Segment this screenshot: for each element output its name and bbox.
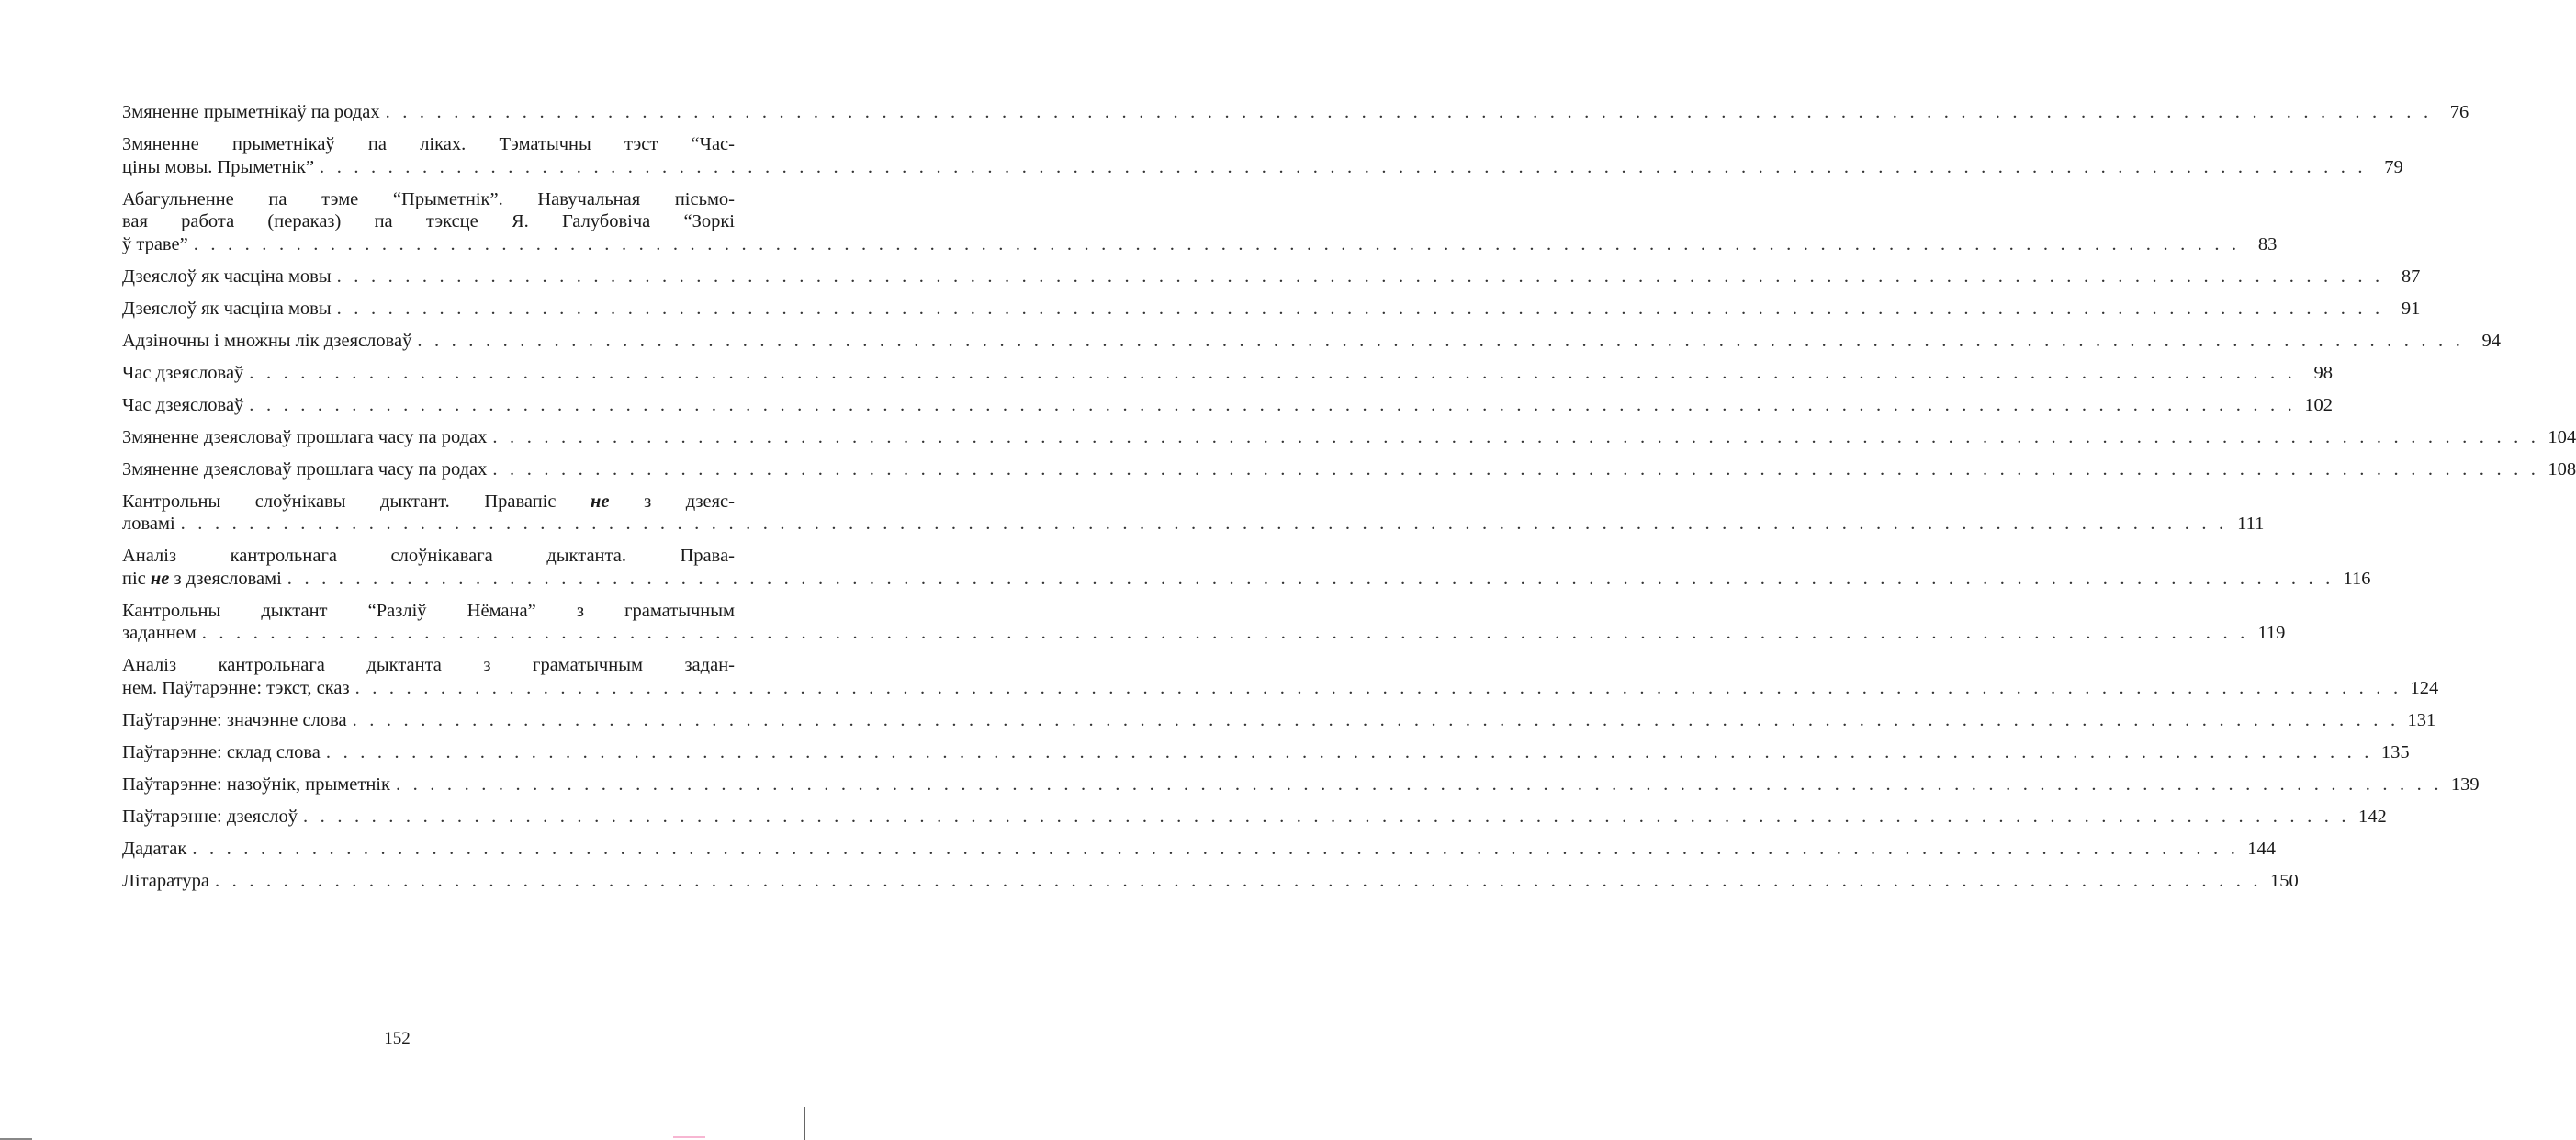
title-text: Час дзеясловаў (122, 362, 244, 383)
toc-entry-line (122, 741, 2410, 764)
toc-page-number: 108 (2548, 458, 2576, 480)
toc-page-number: 91 (2401, 298, 2421, 319)
toc-entry-title (122, 189, 735, 209)
title-text: вая работа (пераказ) па тэксце Я. Галубовіча “Зоркі (122, 211, 735, 231)
toc-entry-title (122, 156, 314, 179)
toc-entry-line (122, 362, 2333, 385)
toc-entry-line (122, 394, 2333, 417)
emphasized-word: не (591, 491, 610, 512)
toc-entry (122, 709, 2436, 732)
toc-entry-title (122, 741, 321, 764)
toc-entry-line (122, 513, 2265, 536)
toc-entry (122, 362, 2333, 385)
toc-entry-title (122, 838, 186, 861)
title-text: Час дзеясловаў (122, 394, 244, 415)
toc-entry-line (122, 870, 2299, 893)
toc-entry (122, 773, 2480, 796)
toc-entry (122, 870, 2299, 893)
toc-entry-line (122, 545, 735, 568)
toc-entry (122, 806, 2387, 829)
toc-entry-title (122, 568, 282, 591)
toc-page-number: 139 (2450, 773, 2480, 795)
toc-page-number: 119 (2257, 623, 2286, 643)
toc-entry-title (122, 233, 188, 256)
title-text: Кантрольны дыктант “Разліў Нёмана” з граматычным (122, 600, 735, 621)
toc-entry-title (122, 426, 487, 449)
toc-entry-title (122, 622, 197, 645)
dot-leader: . . . . . . . . . . . . . . . . . . . . . . . . . . . . . . . . . . . . . . . . . . . . . . . . . . . . . . . . . . . . . . . . . . . . . . . . . . . . . . . . . . . . . . . . . . . . . . . . . . . . . . . . . . . . . . . . . . . . . . . . (180, 514, 2228, 534)
toc-entry-line (122, 806, 2387, 829)
title-text: Змяненне прыметнікаў па ліках. Тэматычны тэст “Час- (122, 134, 735, 154)
dot-leader: . . . . . . . . . . . . . . . . . . . . . . . . . . . . . . . . . . . . . . . . . . . . . . . . . . . . . . . . . . . . . . . . . . . . . . . . . . . . . . . . . . . . . . . . . . . . . . . . . . . . . . . . . . . . . . . . . . . . . . . . (303, 806, 2350, 827)
dot-leader: . . . . . . . . . . . . . . . . . . . . . . . . . . . . . . . . . . . . . . . . . . . . . . . . . . . . . . . . . . . . . . . . . . . . . . . . . . . . . . . . . . . . . . . . . . . . . . . . . . . . . . . . . . . . . . . . . . . . . . . . (325, 741, 2373, 762)
title-text: Паўтарэнне: склад слова (122, 741, 321, 762)
toc-entry-title (122, 362, 243, 385)
dot-leader: . . . . . . . . . . . . . . . . . . . . . . . . . . . . . . . . . . . . . . . . . . . . . . . . . . . . . . . . . . . . . . . . . . . . . . . . . . . . . . . . . . . . . . . . . . . . . . . . . . . . . . . . . . . . . . . . . . . . . . . . (249, 394, 2296, 415)
title-text: з дзеяс- (609, 491, 735, 512)
toc-page-number: 142 (2357, 806, 2387, 827)
toc-entry-title (122, 458, 487, 481)
toc-entry-line (122, 677, 2439, 700)
toc-entry-line (122, 210, 735, 233)
toc-entry-title (122, 677, 350, 700)
toc-entry (122, 133, 2403, 178)
toc-entry (122, 741, 2410, 764)
toc-entry-title (122, 330, 411, 353)
title-text: Кантрольны слоўнікавы дыктант. Правапіс (122, 491, 591, 512)
toc-entry-line (122, 773, 2480, 796)
toc-entry-line (122, 622, 2286, 645)
toc-entry-line (122, 265, 2421, 288)
toc-entry-title (122, 773, 390, 796)
toc-page-number: 87 (2401, 265, 2421, 287)
toc-page-number: 150 (2269, 870, 2299, 891)
title-text: Аналіз кантрольнага слоўнікавага дыктанта. Права- (122, 546, 735, 566)
toc-entry (122, 265, 2421, 288)
title-text: Паўтарэнне: значэнне слова (122, 709, 347, 730)
toc-entry (122, 600, 2286, 645)
toc-entry-title (122, 870, 209, 893)
toc-page-number: 83 (2257, 233, 2278, 254)
toc-entry-line (122, 709, 2436, 732)
toc-entry-title (122, 491, 735, 512)
toc-entry (122, 188, 2278, 256)
title-text: Паўтарэнне: дзеяслоў (122, 806, 298, 827)
dot-leader: . . . . . . . . . . . . . . . . . . . . . . . . . . . . . . . . . . . . . . . . . . . . . . . . . . . . . . . . . . . . . . . . . . . . . . . . . . . . . . . . . . . . . . . . . . . . . . . . . . . . . . . . . . . . . . . . . . . . . . . . (352, 709, 2400, 730)
toc-entry (122, 426, 2576, 449)
toc-entry (122, 458, 2576, 481)
dot-leader: . . . . . . . . . . . . . . . . . . . . . . . . . . . . . . . . . . . . . . . . . . . . . . . . . . . . . . . . . . . . . . . . . . . . . . . . . . . . . . . . . . . . . . . . . . . . . . . . . . . . . . . . . . . . . . . . . . . . . . . . (417, 330, 2465, 351)
toc-entry-line (122, 654, 735, 677)
toc-entry-line (122, 133, 735, 156)
title-text: Літаратура (122, 870, 210, 891)
dot-leader: . . . . . . . . . . . . . . . . . . . . . . . . . . . . . . . . . . . . . . . . . . . . . . . . . . . . . . . . . . . . . . . . . . . . . . . . . . . . . . . . . . . . . . . . . . . . . . . . . . . . . . . . . . . . . . . . . . . . . . . . (193, 233, 2241, 254)
toc-entry (122, 394, 2333, 417)
dot-leader: . . . . . . . . . . . . . . . . . . . . . . . . . . . . . . . . . . . . . . . . . . . . . . . . . . . . . . . . . . . . . . . . . . . . . . . . . . . . . . . . . . . . . . . . . . . . . . . . . . . . . . . . . . . . . . . . . . . . . . . . (395, 773, 2443, 795)
toc-page-number: 135 (2380, 741, 2410, 762)
title-text: Змяненне прыметнікаў па родах (122, 102, 380, 122)
toc-entry-title (122, 546, 735, 566)
dot-leader: . . . . . . . . . . . . . . . . . . . . . . . . . . . . . . . . . . . . . . . . . . . . . . . . . . . . . . . . . . . . . . . . . . . . . . . . . . . . . . . . . . . . . . . . . . . . . . . . . . . . . . . . . . . . . . . . . . . . . . . . (385, 102, 2433, 122)
dot-leader: . . . . . . . . . . . . . . . . . . . . . . . . . . . . . . . . . . . . . . . . . . . . . . . . . . . . . . . . . . . . . . . . . . . . . . . . . . . . . . . . . . . . . . . . . . . . . . . . . . . . . . . . . . . . . . . . . . . . . . . . (287, 568, 2334, 589)
toc-entry-line (122, 600, 735, 623)
toc-entry-title (122, 134, 735, 154)
dot-leader: . . . . . . . . . . . . . . . . . . . . . . . . . . . . . . . . . . . . . . . . . . . . . . . . . . . . . . . . . . . . . . . . . . . . . . . . . . . . . . . . . . . . . . . . . . . . . . . . . . . . . . . . . . . . . . . . . . . . . . . . (320, 156, 2367, 177)
dot-leader: . . . . . . . . . . . . . . . . . . . . . . . . . . . . . . . . . . . . . . . . . . . . . . . . . . . . . . . . . . . . . . . . . . . . . . . . . . . . . . . . . . . . . . . . . . . . . . . . . . . . . . . . . . . . . . . . . . . . . . . . (201, 623, 2249, 643)
toc-page-number: 76 (2449, 102, 2469, 122)
title-text: ў траве” (122, 233, 188, 254)
toc-entry-line (122, 330, 2502, 353)
title-text: Адзіночны і множны лік дзеясловаў (122, 330, 412, 351)
toc-entry-title (122, 394, 243, 417)
toc-entry-title (122, 298, 332, 321)
dot-leader: . . . . . . . . . . . . . . . . . . . . . . . . . . . . . . . . . . . . . . . . . . . . . . . . . . . . . . . . . . . . . . . . . . . . . . . . . . . . . . . . . . . . . . . . . . . . . . . . . . . . . . . . . . . . . . . . . . . . . . . . (249, 362, 2296, 383)
title-text: Абагульненне па тэме “Прыметнік”. Навучальная пісьмо- (122, 188, 735, 209)
title-text: Паўтарэнне: назоўнік, прыметнік (122, 773, 390, 795)
toc-entry (122, 491, 2265, 536)
title-text: Дзеяслоў як часціна мовы (122, 298, 332, 319)
toc-entry-title (122, 265, 332, 288)
toc-entry (122, 838, 2277, 861)
title-text: Дадатак (122, 838, 187, 859)
dot-leader: . . . . . . . . . . . . . . . . . . . . . . . . . . . . . . . . . . . . . . . . . . . . . . . . . . . . . . . . . . . . . . . . . . . . . . . . . . . . . . . . . . . . . . . . . . . . . . . . . . . . . . . . . . . . . . . . . . . . . . . . (492, 426, 2540, 447)
title-text: Змяненне дзеясловаў прошлага часу па родах (122, 426, 488, 447)
title-text: Змяненне дзеясловаў прошлага часу па родах (122, 458, 488, 480)
toc-entry-line (122, 298, 2421, 321)
dot-leader: . . . . . . . . . . . . . . . . . . . . . . . . . . . . . . . . . . . . . . . . . . . . . . . . . . . . . . . . . . . . . . . . . . . . . . . . . . . . . . . . . . . . . . . . . . . . . . . . . . . . . . . . . . . . . . . . . . . . . . . . (336, 298, 2384, 319)
title-text: ціны мовы. Прыметнік” (122, 156, 315, 177)
toc-page-number: 104 (2548, 426, 2576, 447)
dot-leader: . . . . . . . . . . . . . . . . . . . . . . . . . . . . . . . . . . . . . . . . . . . . . . . . . . . . . . . . . . . . . . . . . . . . . . . . . . . . . . . . . . . . . . . . . . . . . . . . . . . . . . . . . . . . . . . . . . . . . . . . (336, 265, 2384, 287)
toc-entry-line (122, 568, 2371, 591)
toc-page-number: 98 (2313, 362, 2333, 383)
toc-entry (122, 330, 2502, 353)
toc-entry-line (122, 101, 2469, 124)
toc-entry-title (122, 101, 380, 124)
toc-entry-title (122, 709, 347, 732)
toc-page-number: 111 (2237, 514, 2265, 534)
title-text: з дзеясловамі (169, 568, 282, 589)
toc-entry-line (122, 188, 735, 211)
toc-entry-title (122, 806, 298, 829)
title-text: Дзеяслоў як часціна мовы (122, 265, 332, 287)
toc-entry (122, 654, 2439, 699)
toc-entry-title (122, 655, 735, 675)
toc-entry (122, 101, 2469, 124)
crop-mark (673, 1136, 705, 1138)
toc-page-number: 124 (2410, 677, 2439, 698)
toc-page-number: 94 (2481, 330, 2502, 351)
emphasized-word: не (150, 568, 170, 589)
title-text: піс (122, 568, 151, 589)
toc-page-number: 131 (2407, 709, 2436, 730)
dot-leader: . . . . . . . . . . . . . . . . . . . . . . . . . . . . . . . . . . . . . . . . . . . . . . . . . . . . . . . . . . . . . . . . . . . . . . . . . . . . . . . . . . . . . . . . . . . . . . . . . . . . . . . . . . . . . . . . . . . . . . . . (192, 838, 2240, 859)
crop-mark (804, 1107, 805, 1140)
toc-entry-title (122, 601, 735, 621)
title-text: нем. Паўтарэнне: тэкст, сказ (122, 677, 350, 698)
toc-entry (122, 298, 2421, 321)
toc-entry-line (122, 491, 735, 514)
toc-entry-line (122, 838, 2277, 861)
dot-leader: . . . . . . . . . . . . . . . . . . . . . . . . . . . . . . . . . . . . . . . . . . . . . . . . . . . . . . . . . . . . . . . . . . . . . . . . . . . . . . . . . . . . . . . . . . . . . . . . . . . . . . . . . . . . . . . . . . . . . . . . (354, 677, 2402, 698)
page-number: 152 (384, 1029, 411, 1048)
toc-page-number: 144 (2247, 838, 2277, 859)
title-text: заданнем (122, 623, 197, 643)
title-text: Аналіз кантрольнага дыктанта з граматычным задан- (122, 655, 735, 675)
toc-page-number: 116 (2343, 568, 2371, 589)
toc-entry-line (122, 458, 2576, 481)
toc-entry-line (122, 233, 2278, 256)
toc-entry-title (122, 211, 735, 231)
dot-leader: . . . . . . . . . . . . . . . . . . . . . . . . . . . . . . . . . . . . . . . . . . . . . . . . . . . . . . . . . . . . . . . . . . . . . . . . . . . . . . . . . . . . . . . . . . . . . . . . . . . . . . . . . . . . . . . . . . . . . . . . (215, 870, 2262, 891)
table-of-contents (122, 101, 2576, 902)
toc-page-number: 102 (2304, 394, 2333, 415)
toc-entry (122, 545, 2371, 590)
toc-entry-line (122, 156, 2403, 179)
toc-entry-title (122, 513, 175, 536)
title-text: ловамі (122, 514, 175, 534)
toc-entry-line (122, 426, 2576, 449)
toc-page-number: 79 (2384, 156, 2403, 177)
dot-leader: . . . . . . . . . . . . . . . . . . . . . . . . . . . . . . . . . . . . . . . . . . . . . . . . . . . . . . . . . . . . . . . . . . . . . . . . . . . . . . . . . . . . . . . . . . . . . . . . . . . . . . . . . . . . . . . . . . . . . . . . (492, 458, 2540, 480)
